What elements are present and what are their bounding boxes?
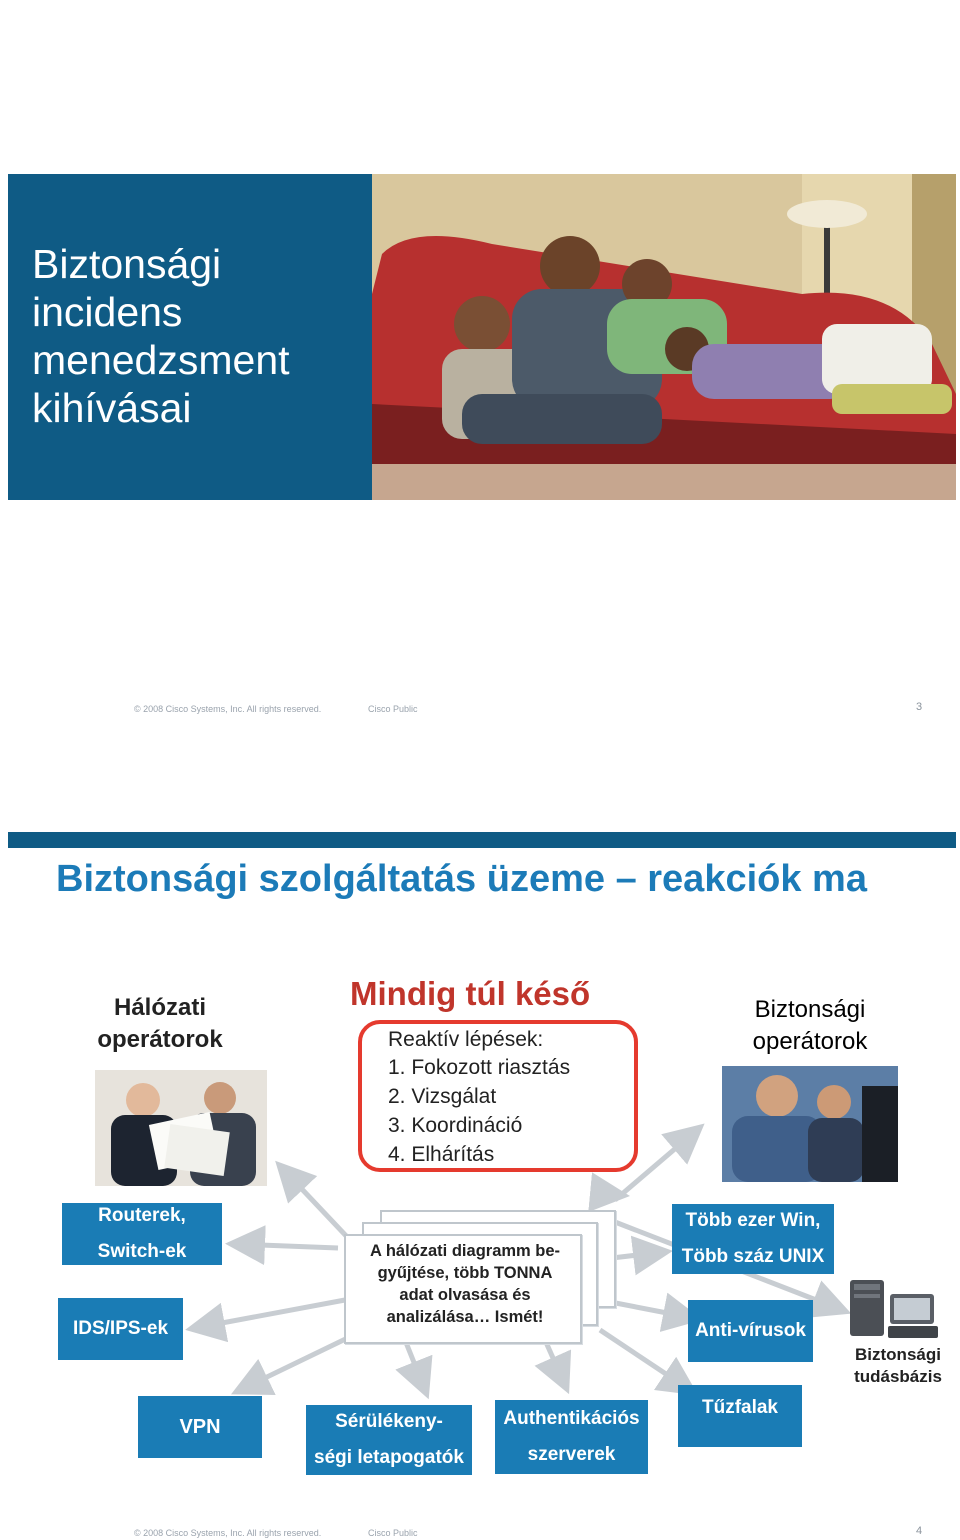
servers-box bbox=[672, 1204, 834, 1274]
unix-line: Több száz UNIX bbox=[681, 1246, 825, 1267]
page-number: 3 bbox=[916, 701, 923, 713]
routers-label: Routerek, bbox=[98, 1205, 186, 1226]
auth-line1: Authentikációs bbox=[503, 1408, 640, 1429]
footer-classification: Cisco Public bbox=[368, 1528, 418, 1538]
vpn-box: VPN bbox=[138, 1396, 262, 1458]
auth-servers-box bbox=[495, 1400, 648, 1474]
reactive-steps-label: Reaktív lépések: bbox=[388, 1028, 544, 1051]
always-too-late-title: Mindig túl késő bbox=[350, 975, 591, 1012]
network-operators-label: Hálózati operátorok bbox=[97, 994, 223, 1053]
reactive-step: 3. Koordináció bbox=[388, 1114, 523, 1137]
win-line: Több ezer Win, bbox=[685, 1210, 821, 1231]
footer-copyright: © 2008 Cisco Systems, Inc. All rights reserved. bbox=[134, 704, 322, 714]
computers-icon bbox=[846, 1274, 942, 1344]
reactive-step: 2. Vizsgálat bbox=[388, 1085, 497, 1108]
footer-classification: Cisco Public bbox=[368, 704, 418, 714]
reactive-step: 4. Elhárítás bbox=[388, 1143, 495, 1166]
vuln-line1: Sérülékeny- bbox=[335, 1411, 443, 1432]
security-operators-label: Biztonsági operátorok bbox=[752, 996, 868, 1055]
firewalls-box: Tűzfalak bbox=[678, 1385, 802, 1447]
vulnerability-scanners-box bbox=[306, 1405, 472, 1475]
knowledge-base-label: Biztonsági tudásbázis bbox=[854, 1345, 942, 1386]
footer-copyright: © 2008 Cisco Systems, Inc. All rights reserved. bbox=[134, 1528, 322, 1538]
document-stack-text: A hálózati diagramm be- gyűjtése, több TONNA adat olvasása és analizálása… Ismét! bbox=[369, 1242, 561, 1326]
page-number: 4 bbox=[916, 1525, 923, 1537]
vuln-line2: ségi letapogatók bbox=[314, 1447, 464, 1468]
ids-ips-box: IDS/IPS-ek bbox=[58, 1298, 183, 1360]
routers-switches-box bbox=[62, 1203, 222, 1265]
slide-title: Biztonsági incidens menedzsment kihívásai bbox=[32, 241, 290, 431]
switches-label: Switch-ek bbox=[97, 1241, 187, 1262]
reactive-step: 1. Fokozott riasztás bbox=[388, 1056, 571, 1079]
auth-line2: szerverek bbox=[527, 1444, 616, 1465]
antivirus-box: Anti-vírusok bbox=[688, 1300, 813, 1362]
slide-title: Biztonsági szolgáltatás üzeme – reakciók ma bbox=[56, 858, 867, 900]
